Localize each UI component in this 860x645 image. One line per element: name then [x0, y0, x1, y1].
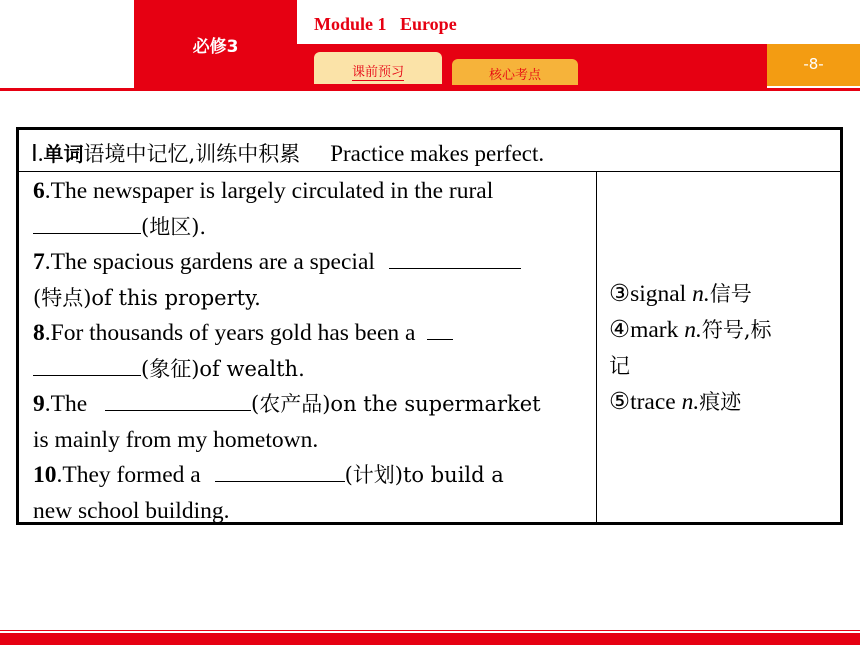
note-meaning: 符号,标 — [701, 318, 772, 342]
note-word: ④mark — [609, 317, 685, 343]
answer-blank[interactable] — [389, 245, 521, 269]
tab-preview-label: 课前预习 — [351, 65, 404, 80]
tab-key-points[interactable] — [452, 59, 578, 85]
book-label-box — [134, 0, 297, 88]
heading-section: Ⅰ. — [31, 141, 44, 166]
table-heading — [19, 130, 840, 172]
list-item — [33, 458, 596, 494]
item-text: .They formed a — [56, 462, 201, 488]
note-meaning: 信号 — [709, 282, 752, 306]
list-item-cont — [33, 281, 596, 317]
tab-preview[interactable] — [314, 52, 442, 84]
list-item — [33, 174, 596, 210]
note-pos: n. — [692, 281, 710, 307]
item-number: 7 — [33, 249, 45, 275]
answer-blank[interactable] — [33, 210, 141, 234]
note-pos: n. — [684, 317, 702, 343]
heading-cn: 语境中记忆,训练中积累 — [83, 142, 301, 166]
item-text: is mainly from my hometown. — [33, 426, 319, 453]
note-meaning: 记 — [609, 354, 630, 378]
item-text: (农产品)on the supermarket — [251, 392, 541, 416]
note-item — [609, 384, 840, 420]
item-text: .The — [44, 391, 88, 417]
notes-column — [597, 172, 840, 522]
note-meaning: 痕迹 — [699, 390, 742, 414]
exercise-column — [19, 172, 597, 522]
answer-blank[interactable] — [105, 387, 251, 411]
answer-blank[interactable] — [215, 458, 345, 482]
note-item — [609, 312, 840, 348]
list-item-cont — [33, 494, 596, 530]
header-divider — [0, 88, 860, 91]
answer-blank[interactable] — [33, 352, 141, 376]
item-number: 6 — [33, 178, 45, 204]
item-number: 8 — [33, 320, 45, 346]
list-item-cont — [33, 423, 596, 459]
footer-line — [0, 630, 860, 631]
note-pos: n. — [681, 389, 700, 415]
list-item — [33, 316, 596, 352]
item-text: (计划)to build a — [344, 463, 504, 487]
item-text: new school building. — [33, 497, 230, 524]
tab-key-points-label: 核心考点 — [488, 68, 541, 83]
item-text: .For thousands of years gold has been a — [44, 320, 416, 346]
list-item — [33, 245, 596, 281]
heading-en: Practice makes perfect. — [330, 141, 545, 166]
page-number: -8- — [803, 55, 824, 73]
list-item — [33, 387, 596, 423]
answer-blank[interactable] — [427, 316, 453, 340]
exercise-table — [16, 127, 843, 525]
note-item — [609, 348, 840, 384]
page-number-box — [767, 44, 860, 86]
item-number: 10 — [33, 462, 57, 488]
item-text: (象征)of wealth. — [141, 356, 305, 381]
item-text: (特点)of this property. — [33, 285, 261, 310]
module-title: Module 1 Europe — [314, 14, 457, 34]
item-number: 9 — [33, 391, 45, 417]
note-item — [609, 276, 840, 312]
item-text: (地区). — [141, 214, 207, 239]
footer-bar — [0, 633, 860, 645]
note-word: ③signal — [609, 281, 693, 307]
book-label: 必修3 — [192, 37, 239, 57]
item-text: .The spacious gardens are a special — [44, 249, 375, 275]
note-word: ⑤trace — [609, 389, 682, 415]
heading-bold: 单词 — [43, 142, 84, 166]
list-item-cont — [33, 210, 596, 246]
list-item-cont — [33, 352, 596, 388]
item-text: .The newspaper is largely circulated in the rural — [44, 178, 494, 204]
